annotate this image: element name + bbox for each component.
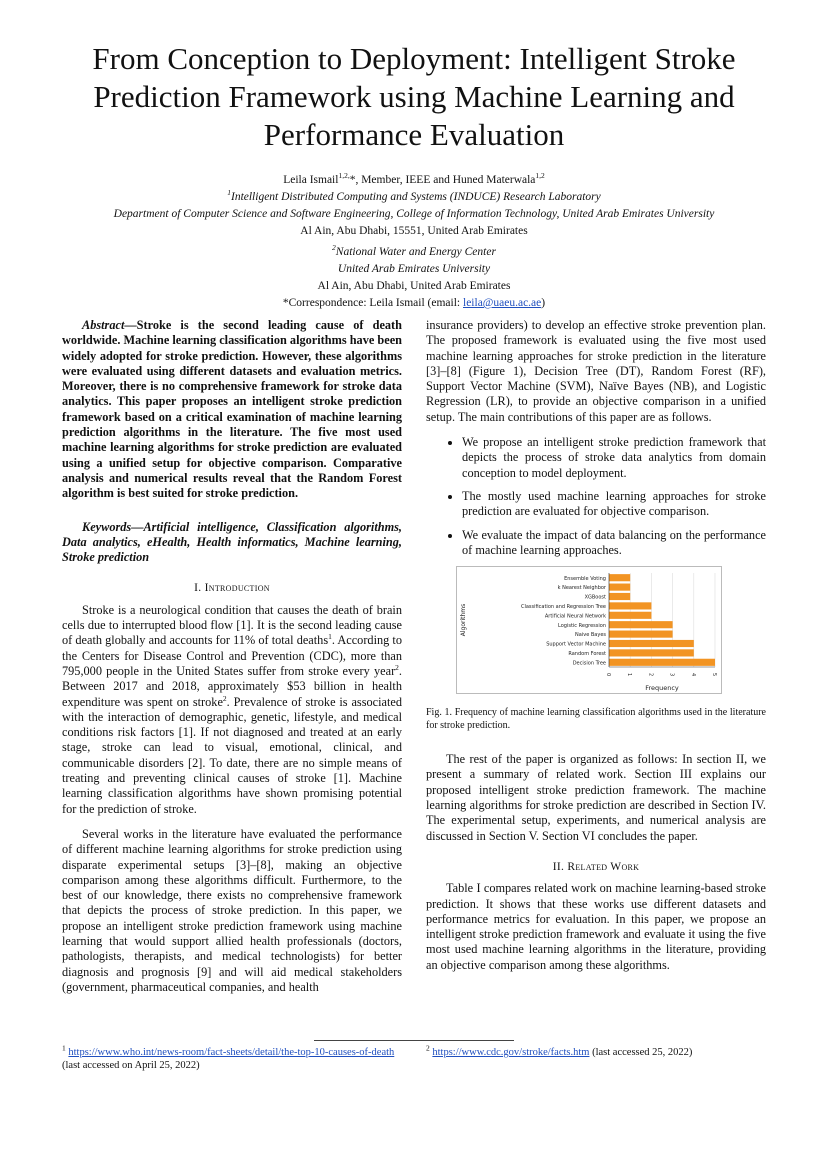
- left-column: [62, 318, 402, 995]
- right-paragraph-1: insurance providers) to develop an effective stroke prevention plan. The proposed framework is evaluated using the five most used machine learning approaches for stroke prediction in the literature [3]–[8] (Figure 1), Decision Tree (DT), Random Forest (RF), Support Vector Machine (SVM), Naïve Bayes (NB), and Logistic Regression (LR), to provide an objective comparison in a unified setup. The main contributions of this paper are as follows.: [426, 318, 766, 424]
- right-paragraph-3: Table I compares related work on machine learning-based stroke prediction. It shows that these works use different datasets and performance metrics for evaluation. In this paper, we propose an intelligent stroke prediction framework and evaluate it using the five most used machine learning algorithms in the literature, providing an objective comparison among these algorithms.: [426, 881, 766, 972]
- bar: [609, 584, 630, 591]
- category-label: k Nearest Neighbor: [557, 585, 606, 592]
- category-label: XGBoost: [584, 594, 606, 601]
- x-tick-label: 3: [668, 673, 675, 677]
- footnote-2: $^2$ https://www.cdc.gov/stroke/facts.htm (last accessed 25, 2022): [426, 1043, 693, 1058]
- category-label: Random Forest: [568, 651, 606, 658]
- category-label: Classification and Regression Tree: [520, 604, 606, 611]
- paper-title: From Conception to Deployment: Intelligent Stroke Prediction Framework using Machine Learning and Performance Evaluation: [92, 41, 736, 152]
- section-heading-introduction: I. Introduction: [194, 582, 270, 595]
- category-label: Logistic Regression: [558, 622, 606, 629]
- affiliation-1: $^1$Intelligent Distributed Computing and Systems (INDUCE) Research Laboratory: [227, 188, 601, 203]
- bar: [609, 640, 694, 647]
- list-item: • The mostly used machine learning approaches for stroke prediction are evaluated for objective comparison.: [462, 489, 766, 520]
- affiliation-1-dept: Department of Computer Science and Software Engineering, College of Information Technology, United Arab Emirates University: [113, 208, 715, 220]
- bar: [609, 612, 651, 619]
- x-tick-label: 0: [605, 673, 611, 677]
- bar: [609, 593, 630, 600]
- intro-paragraph-2: Several works in the literature have evaluated the performance of different machine learning algorithms for stroke prediction using disparate experimental setups [3]–[8], making an objective comparison among these algorithms difficult. Furthermore, to the best of our knowledge, there exists no comprehensive framework that depicts the process of stroke prediction. In this paper, we propose an intelligent stroke prediction framework using machine learning that would support allied health professionals (doctors, pathologists, therapists, and medical technologists) for better diagnosis and prognosis [9] and will aid medical stakeholders (government, pharmaceutical companies, and health: [62, 826, 402, 994]
- figure-1-chart: [456, 566, 722, 694]
- x-tick-label: 2: [647, 673, 654, 677]
- keywords: Keywords—Artificial intelligence, Classification algorithms, Data analytics, eHealth, Health informatics, Machine learning, Stroke prediction: [62, 519, 402, 565]
- x-tick-label: 5: [711, 673, 717, 677]
- affiliation-2: $^2$National Water and Energy Center: [332, 243, 496, 258]
- affiliation-1-address: Al Ain, Abu Dhabi, 15551, United Arab Emirates: [300, 225, 528, 237]
- bar-chart: [457, 567, 721, 693]
- category-label: Naive Bayes: [575, 632, 606, 639]
- list-item: • We propose an intelligent stroke prediction framework that depicts the process of stroke data analytics from domain conception to model deployment.: [462, 435, 766, 481]
- category-label: Artificial Neural Network: [544, 613, 606, 620]
- right-column: [426, 318, 766, 973]
- x-axis-label: Frequency: [645, 684, 679, 693]
- bar: [609, 659, 715, 666]
- figure-1-caption: Fig. 1. Frequency of machine learning classification algorithms used in the literature for stroke prediction.: [426, 707, 766, 732]
- footnote-rule: [314, 1040, 514, 1041]
- abstract: Abstract—Stroke is the second leading cause of death worldwide. Machine learning classification algorithms have been widely adopted for stroke prediction. However, these algorithms were evaluated using different datasets and evaluation metrics. Moreover, there is no comprehensive framework for stroke data analytics. This paper proposes an intelligent stroke prediction framework based on a critical examination of machine learning prediction algorithms in the literature. The five most used machine learning algorithms for stroke prediction are evaluated using a unified setup for objective comparison. Comparative analysis and numerical results reveal that the Random Forest algorithm is best suited for stroke prediction.: [62, 318, 402, 501]
- intro-paragraph-1: Stroke is a neurological condition that causes the death of brain cells due to interrupted blood flow [1]. It is the second leading cause of death globally and accounts for 11% of total deaths$^1$. According to the Centers for Disease Control and Prevention (CDC), more than 795,000 people in the United States suffer from stroke every year$^2$. Between 2017 and 2018, approximately $53 billion in health expenditure was spent on stroke$^2$. Prevalence of stroke is associated with the interaction of demographic, genetic, lifestyle, and medical conditions risk factors [1]. If not diagnosed and treated at an early stage, stroke can lead to visual, emotional, clinical, and communicable disorders [2]. To date, there are no simple means of treating and preventing clinical causes of stroke [1]. Machine learning classification algorithms have shown promising potential for the prediction of stroke.: [62, 602, 402, 816]
- email-link[interactable]: leila@uaeu.ac.ae: [463, 297, 542, 309]
- bar: [609, 574, 630, 581]
- y-axis-label: Algorithms: [460, 603, 467, 637]
- category-label: Support Vector Machine: [546, 641, 606, 648]
- author-line: Leila Ismail$^{1,2,}$*, Member, IEEE and Huned Materwala$^{1,2}$: [283, 171, 545, 186]
- category-label: Decision Tree: [572, 660, 606, 667]
- right-paragraph-2: The rest of the paper is organized as follows: In section II, we present a summary of related work. Section III explains our proposed intelligent stroke prediction framework. The machine learning algorithms for stroke prediction are described in Section IV. The experimental setup, experiments, and numerical analysis are discussed in Section V. Section VI concludes the paper.: [426, 752, 766, 843]
- contributions-list: [426, 435, 766, 558]
- bar: [609, 631, 673, 638]
- bar: [609, 649, 694, 656]
- x-tick-label: 1: [626, 673, 633, 677]
- category-label: Ensemble Voting: [564, 575, 606, 582]
- bar: [609, 602, 651, 609]
- affiliation-2-univ: United Arab Emirates University: [337, 263, 491, 275]
- footnote-1: $^1$ https://www.who.int/news-room/fact-sheets/detail/the-top-10-causes-of-death (last accessed on April 25, 2022): [62, 1043, 395, 1071]
- x-tick-label: 4: [689, 673, 696, 677]
- correspondence: *Correspondence: Leila Ismail (email: leila@uaeu.ac.ae): [282, 297, 546, 309]
- footnote-1-link[interactable]: https://www.who.int/news-room/fact-sheets/detail/the-top-10-causes-of-death: [68, 1047, 395, 1058]
- footnote-2-link[interactable]: https://www.cdc.gov/stroke/facts.htm: [432, 1047, 590, 1058]
- author-block: [40, 172, 788, 312]
- list-item: • We evaluate the impact of data balancing on the performance of machine learning approaches.: [462, 528, 766, 559]
- bar: [609, 621, 673, 628]
- affiliation-2-address: Al Ain, Abu Dhabi, United Arab Emirates: [317, 280, 511, 292]
- section-heading-related-work: II. Related Work: [552, 860, 640, 873]
